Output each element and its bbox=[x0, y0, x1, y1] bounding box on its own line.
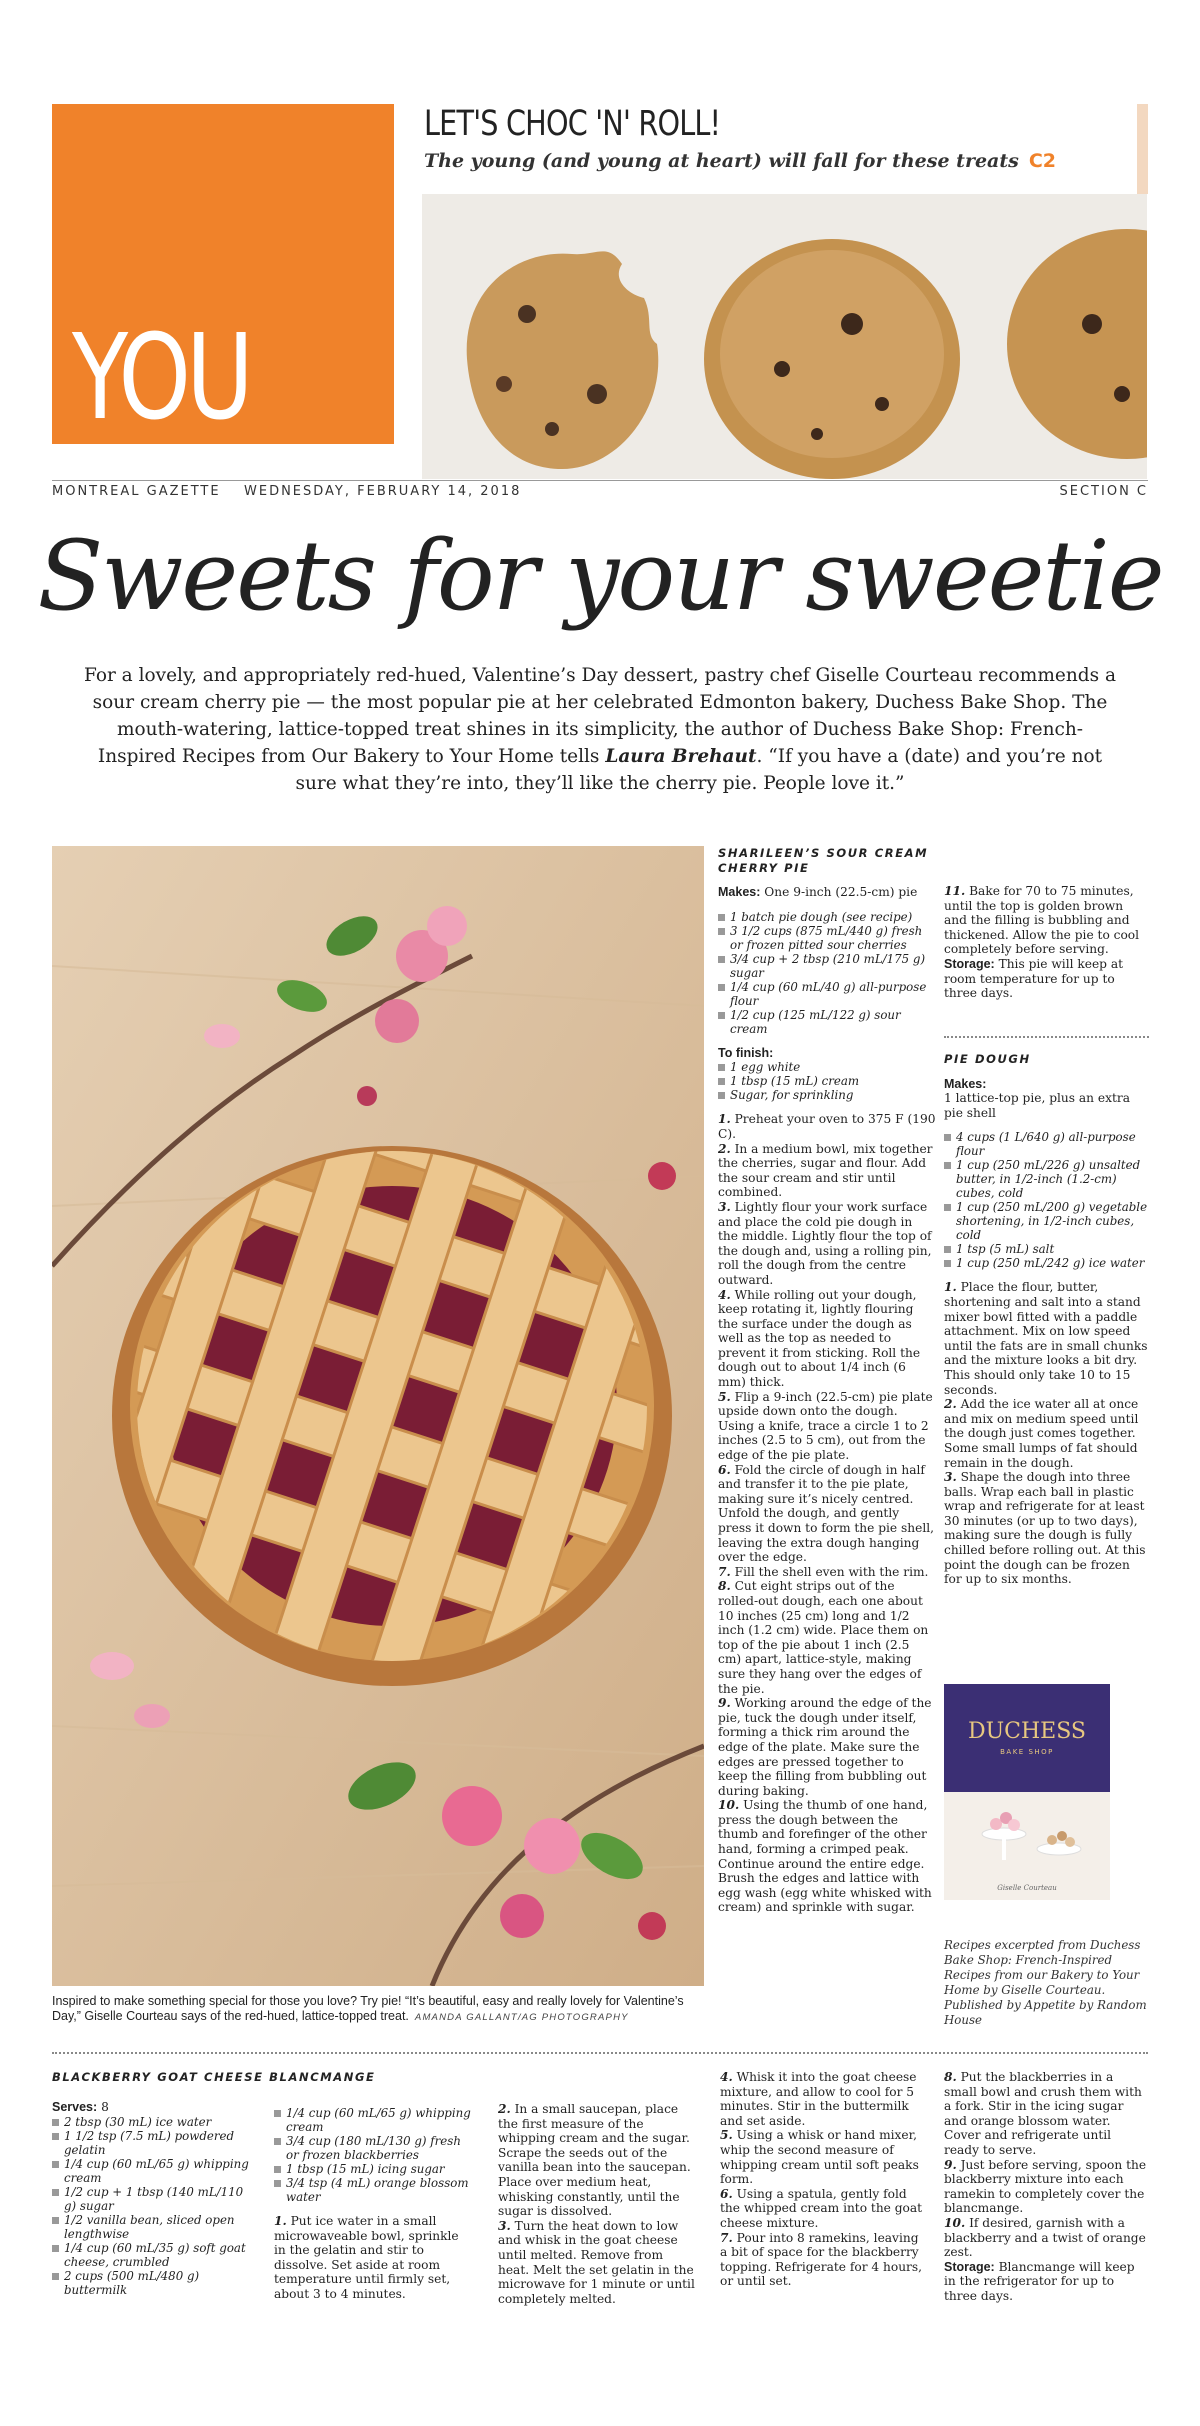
teaser-subtitle-text: The young (and young at heart) will fall for these treats bbox=[424, 150, 1019, 172]
blancmange-steps-2 bbox=[498, 2102, 698, 2306]
photo-caption-text: Inspired to make something special for those you love? Try pie! “It’s beautiful, easy and really lovely for Valentine’s Day,” Giselle Courteau says of the red-hued, lattice-topped treat. bbox=[52, 1994, 684, 2023]
ingredient-item: 1/4 cup (60 mL/35 g) soft goat cheese, crumbled bbox=[52, 2241, 252, 2269]
recipe-step bbox=[718, 1200, 936, 1288]
publication-name: MONTREAL GAZETTE bbox=[52, 484, 221, 499]
recipe-step bbox=[498, 2219, 698, 2307]
ingredient-item: 4 cups (1 L/640 g) all-purpose flour bbox=[944, 1130, 1149, 1158]
section-label: SECTION C bbox=[1059, 484, 1148, 499]
ingredient-item: 3/4 cup (180 mL/130 g) fresh or frozen blackberries bbox=[274, 2134, 474, 2162]
cherry-pie-storage bbox=[944, 957, 1149, 1001]
recipe-step bbox=[718, 1463, 936, 1565]
step-number: 4. bbox=[720, 2070, 733, 2084]
step-text: Lightly flour your work surface and place the cold pie dough in the middle. Lightly flour the top of the dough and, using a rolling pin, roll the dough from the centre outward. bbox=[718, 1199, 932, 1287]
step-number: 8. bbox=[944, 2070, 957, 2084]
step-text: Just before serving, spoon the blackberry mixture into each ramekin to completely cover the blancmange. bbox=[944, 2157, 1147, 2216]
blancmange-steps-4 bbox=[944, 2070, 1149, 2304]
book-caption: Recipes excerpted from Duchess Bake Shop: French-Inspired Recipes from our Bakery to Your Home by Giselle Courteau. Published by Appetite by Random House bbox=[944, 1938, 1147, 2027]
step-text: Cut eight strips out of the rolled-out dough, each one about 10 inches (25 cm) long and 1/2 inch (1.2 cm) wide. Place them on top of the pie about 1 inch (2.5 cm) apart, lattice-style, making sure they hang over the edges of the pie. bbox=[718, 1579, 929, 1696]
step-number: 11. bbox=[944, 884, 966, 898]
bottom-divider bbox=[52, 2052, 1148, 2054]
step-text: Using a spatula, gently fold the whipped cream into the goat cheese mixture. bbox=[720, 2186, 923, 2230]
blancmange-steps-3 bbox=[720, 2070, 925, 2289]
cookies-illustration bbox=[422, 194, 1147, 479]
teaser-page-ref[interactable]: C2 bbox=[1028, 150, 1056, 172]
step-text: Whisk it into the goat cheese mixture, and allow to cool for 5 minutes. Stir in the buttermilk and set aside. bbox=[720, 2070, 917, 2128]
step-number: 2. bbox=[498, 2102, 511, 2116]
ingredient-item: 1 1/2 tsp (7.5 mL) powdered gelatin bbox=[52, 2129, 252, 2157]
finish-item: Sugar, for sprinkling bbox=[718, 1088, 936, 1102]
step-number: 3. bbox=[498, 2218, 511, 2233]
serves-value: 8 bbox=[101, 2100, 109, 2114]
recipe-step bbox=[944, 2158, 1149, 2216]
recipe-step bbox=[944, 1397, 1149, 1470]
publication-date: WEDNESDAY, FEBRUARY 14, 2018 bbox=[244, 484, 522, 499]
photo-caption bbox=[52, 1994, 704, 2025]
step-text: Put the blackberries in a small bowl and crush them with a fork. Stir in the icing sugar and orange blossom water. Cover and refrigerate until ready to serve. bbox=[944, 2070, 1142, 2157]
step-number: 7. bbox=[718, 1564, 731, 1579]
step-number: 9. bbox=[944, 2157, 957, 2172]
step-number: 1. bbox=[274, 2214, 287, 2228]
ingredient-item: 3 1/2 cups (875 mL/440 g) fresh or frozen pitted sour cherries bbox=[718, 924, 936, 952]
blancmange-ingredients-a bbox=[52, 2100, 252, 2297]
book-author: Giselle Courteau bbox=[997, 1884, 1057, 1892]
recipe-step bbox=[274, 2214, 474, 2302]
recipe-step bbox=[718, 1565, 936, 1580]
storage-text: This pie will keep at room temperature for up to three days. bbox=[944, 956, 1124, 1001]
step-number: 1. bbox=[718, 1112, 731, 1127]
storage-text: Blancmange will keep in the refrigerator for up to three days. bbox=[944, 2259, 1135, 2303]
ingredient-item: 2 cups (500 mL/480 g) buttermilk bbox=[52, 2269, 252, 2297]
step-number: 8. bbox=[718, 1579, 731, 1594]
book-title: DUCHESS bbox=[967, 1719, 1087, 1744]
recipe-step bbox=[944, 2216, 1149, 2260]
teaser-subtitle bbox=[424, 150, 1056, 172]
recipe-step bbox=[718, 1579, 936, 1696]
step-text: In a medium bowl, mix together the cherries, sugar and flour. Add the sour cream and stir until combined. bbox=[718, 1141, 933, 1200]
blancmange-serves bbox=[52, 2100, 252, 2115]
step-number: 6. bbox=[720, 2186, 733, 2201]
cherry-pie-recipe bbox=[718, 846, 936, 1915]
recipe-step bbox=[720, 2128, 925, 2186]
ingredient-item: 1 cup (250 mL/242 g) ice water bbox=[944, 1256, 1149, 1270]
serves-label: Serves: bbox=[52, 2100, 98, 2114]
cookies-photo bbox=[422, 194, 1147, 479]
makes-value: 1 lattice-top pie, plus an extra pie shell bbox=[944, 1091, 1130, 1120]
finish-label: To finish: bbox=[718, 1045, 774, 1060]
cherry-pie-title: SHARILEEN’S SOUR CREAM CHERRY PIE bbox=[718, 846, 929, 875]
recipe-step bbox=[944, 1280, 1149, 1397]
cookie-whole bbox=[704, 239, 960, 479]
ingredient-item: 1/4 cup (60 mL/65 g) whipping cream bbox=[52, 2157, 252, 2185]
section-flag bbox=[52, 104, 394, 444]
step-text: Fill the shell even with the rim. bbox=[734, 1564, 929, 1579]
step-text: Put ice water in a small microwaveable bowl, sprinkle in the gelatin and stir to dissolve. Set aside at room temperature until firmly set, about 3 to 4 minutes. bbox=[274, 2214, 459, 2301]
recipe-step bbox=[720, 2070, 925, 2128]
step-text: Fold the circle of dough in half and transfer it to the pie plate, making sure it’s nicely centred. Unfold the dough, and gently press it down to form the pie shell, leaving the extra dough hanging over the edge. bbox=[718, 1462, 935, 1565]
step-number: 6. bbox=[718, 1462, 731, 1477]
recipe-step bbox=[718, 1390, 936, 1463]
ingredient-item: 1/4 cup (60 mL/40 g) all-purpose flour bbox=[718, 980, 936, 1008]
storage-label: Storage: bbox=[944, 2259, 995, 2274]
recipe-step bbox=[720, 2231, 925, 2289]
intro-paragraph: For a lovely, and appropriately red-hued, Valentine’s Day dessert, pastry chef Giselle Courteau recommends a sour cream cherry pie — the most popular pie at her celebrated Edmonton bakery, Duchess Bake Shop. The mouth-watering, lattice-topped treat shines in its simplicity, the author of Duchess Bake Shop: French-Inspired Recipes from Our Bakery to Your Home tells Laura Brehaut. “If you have a (date) and you’re not sure what they’re into, they’ll like the cherry pie. People love it.” bbox=[84, 665, 1116, 794]
section-name: YOU bbox=[72, 308, 249, 446]
recipe-divider bbox=[944, 1036, 1149, 1038]
blancmange-title: BLACKBERRY GOAT CHEESE BLANCMANGE bbox=[52, 2070, 376, 2084]
step-number: 5. bbox=[720, 2128, 733, 2143]
ingredient-item: 1/4 cup (60 mL/65 g) whipping cream bbox=[274, 2106, 474, 2134]
ingredient-item: 1/2 cup (125 mL/122 g) sour cream bbox=[718, 1008, 936, 1036]
step-number: 5. bbox=[718, 1389, 731, 1404]
intro-author: Laura Brehaut bbox=[605, 746, 757, 767]
step-text: While rolling out your dough, keep rotating it, lightly flouring the surface under the dough as well as the top as needed to prevent it from sticking. Roll the dough out to about 1/4 inch (6 mm) thick. bbox=[718, 1287, 921, 1390]
step-text: Flip a 9-inch (22.5-cm) pie plate upside down onto the dough. Using a knife, trace a circle 1 to 2 inches (2.5 to 5 cm), out from the edge of the pie plate. bbox=[718, 1389, 933, 1463]
step-number: 1. bbox=[944, 1280, 957, 1295]
step-number: 10. bbox=[944, 2215, 966, 2230]
step-text: Using a whisk or hand mixer, whip the second measure of whipping cream until soft peaks form. bbox=[720, 2128, 919, 2187]
book-subtitle: BAKE SHOP bbox=[1000, 1748, 1054, 1756]
ingredient-item: 1/2 cup + 1 tbsp (140 mL/110 g) sugar bbox=[52, 2185, 252, 2213]
blancmange-recipe bbox=[52, 2070, 471, 2301]
cherry-pie-photo bbox=[52, 846, 704, 1986]
ingredient-item: 2 tbsp (30 mL) ice water bbox=[52, 2115, 252, 2129]
photo-credit: AMANDA GALLANT/AG PHOTOGRAPHY bbox=[414, 2012, 629, 2023]
pie-dough-recipe bbox=[944, 1052, 1149, 1587]
recipe-step bbox=[720, 2187, 925, 2231]
pie-dough-title: PIE DOUGH bbox=[944, 1052, 1031, 1066]
ingredient-item: 3/4 tsp (4 mL) orange blossom water bbox=[274, 2176, 474, 2204]
ingredient-item: 1/2 vanilla bean, sliced open lengthwise bbox=[52, 2213, 252, 2241]
recipe-step bbox=[498, 2102, 698, 2219]
storage-label: Storage: bbox=[944, 956, 995, 971]
step-text: Place the flour, butter, shortening and salt into a stand mixer bowl fitted with a paddle attachment. Mix on low speed until the fats are in small chunks and the mixture looks a bit dry. This should only take 10 to 15 seconds. bbox=[944, 1280, 1148, 1397]
finish-item: 1 tbsp (15 mL) cream bbox=[718, 1074, 936, 1088]
ingredient-item: 1 cup (250 mL/200 g) vegetable shortening, in 1/2-inch cubes, cold bbox=[944, 1200, 1149, 1242]
dateline-rule bbox=[52, 480, 1148, 481]
header-accent-bar bbox=[1137, 104, 1148, 194]
ingredient-item: 1 tsp (5 mL) salt bbox=[944, 1242, 1149, 1256]
step-text: In a small saucepan, place the first measure of the whipping cream and the sugar. Scrape the seeds out of the vanilla bean into the saucepan. Place over medium heat, whisking constantly, until the sugar is dissolved. bbox=[498, 2102, 691, 2219]
cherry-pie-makes bbox=[718, 885, 936, 900]
recipe-step bbox=[944, 1470, 1149, 1587]
step-text: Add the ice water all at once and mix on medium speed until the dough just comes together. Some small lumps of fat should remain in the dough. bbox=[944, 1397, 1139, 1470]
makes-value: One 9-inch (22.5-cm) pie bbox=[764, 885, 918, 900]
makes-label: Makes: bbox=[944, 1076, 987, 1091]
makes-label: Makes: bbox=[718, 885, 761, 900]
step-text: If desired, garnish with a blackberry and a twist of orange zest. bbox=[944, 2215, 1146, 2260]
recipe-step bbox=[718, 1696, 936, 1798]
cherry-pie-recipe-continued bbox=[944, 884, 1149, 1001]
headline: Sweets for your sweetie bbox=[37, 520, 1163, 632]
finish-item: 1 egg white bbox=[718, 1060, 936, 1074]
step-text: Bake for 70 to 75 minutes, until the top is golden brown and the filling is bubbling and thickened. Allow the pie to cool completely before serving. bbox=[944, 884, 1140, 957]
recipe-step bbox=[944, 2070, 1149, 2158]
step-number: 10. bbox=[718, 1798, 740, 1813]
step-text: Working around the edge of the pie, tuck the dough under itself, forming a thick rim around the edge of the plate. Make sure the edges are pressed together to keep the filling from bubbling out during baking. bbox=[718, 1696, 932, 1798]
ingredient-item: 3/4 cup + 2 tbsp (210 mL/175 g) sugar bbox=[718, 952, 936, 980]
step-text: Preheat your oven to 375 F (190 C). bbox=[718, 1112, 936, 1141]
step-number: 2. bbox=[944, 1397, 957, 1412]
recipe-step bbox=[718, 1142, 936, 1200]
ingredient-item: 1 tbsp (15 mL) icing sugar bbox=[274, 2162, 474, 2176]
step-text: Pour into 8 ramekins, leaving a bit of space for the blackberry topping. Refrigerate for 4 hours, or until set. bbox=[720, 2230, 923, 2289]
blancmange-ingredients-b bbox=[274, 2100, 474, 2302]
book-cover bbox=[944, 1684, 1110, 1900]
ingredient-item: 1 cup (250 mL/226 g) unsalted butter, in 1/2-inch (1.2-cm) cubes, cold bbox=[944, 1158, 1149, 1200]
recipe-step bbox=[718, 1798, 936, 1915]
step-number: 4. bbox=[718, 1287, 731, 1302]
recipe-step bbox=[944, 884, 1149, 957]
teaser-title[interactable]: LET'S CHOC 'N' ROLL! bbox=[424, 104, 721, 144]
step-number: 9. bbox=[718, 1696, 731, 1711]
book-cover-art bbox=[944, 1684, 1110, 1900]
step-number: 3. bbox=[718, 1199, 731, 1214]
intro-quote: “If you have a (date) and you’re not sure what they’re into, they’ll like the cherry pie. People love it.” bbox=[295, 746, 1103, 794]
step-text: Using the thumb of one hand, press the dough between the thumb and forefinger of the other hand, forming a crimped peak. Continue around the entire edge. Brush the edges and lattice with egg wash (egg white whisked with cream) and sprinkle with sugar. bbox=[718, 1798, 932, 1915]
step-text: Turn the heat down to low and whisk in the goat cheese until melted. Remove from heat. Melt the set gelatin in the microwave for 1 minute or until completely melted. bbox=[498, 2218, 695, 2306]
step-number: 3. bbox=[944, 1470, 957, 1485]
recipe-step bbox=[718, 1288, 936, 1390]
ingredient-item: 1 batch pie dough (see recipe) bbox=[718, 910, 936, 924]
cherry-pie-illustration bbox=[52, 846, 704, 1986]
blancmange-storage bbox=[944, 2260, 1149, 2304]
step-number: 2. bbox=[718, 1141, 731, 1156]
intro-text: For a lovely, and appropriately red-hued, Valentine’s Day dessert, pastry chef Giselle Courteau recommends a sour cream cherry pie — the most popular pie at her celebrated Edmonton bakery, Duchess Bake Shop. The mouth-watering, lattice-topped treat shines in its simplicity, the author of Duchess Bake Shop: French-Inspired Recipes from Our Bakery to Your Home tells bbox=[84, 665, 1116, 767]
step-number: 7. bbox=[720, 2230, 733, 2245]
recipe-step bbox=[718, 1112, 936, 1141]
step-text: Shape the dough into three balls. Wrap each ball in plastic wrap and refrigerate for at least 30 minutes (or up to two days), making sure the dough is fully chilled before rolling out. At this point the dough can be frozen for up to six months. bbox=[944, 1470, 1146, 1587]
